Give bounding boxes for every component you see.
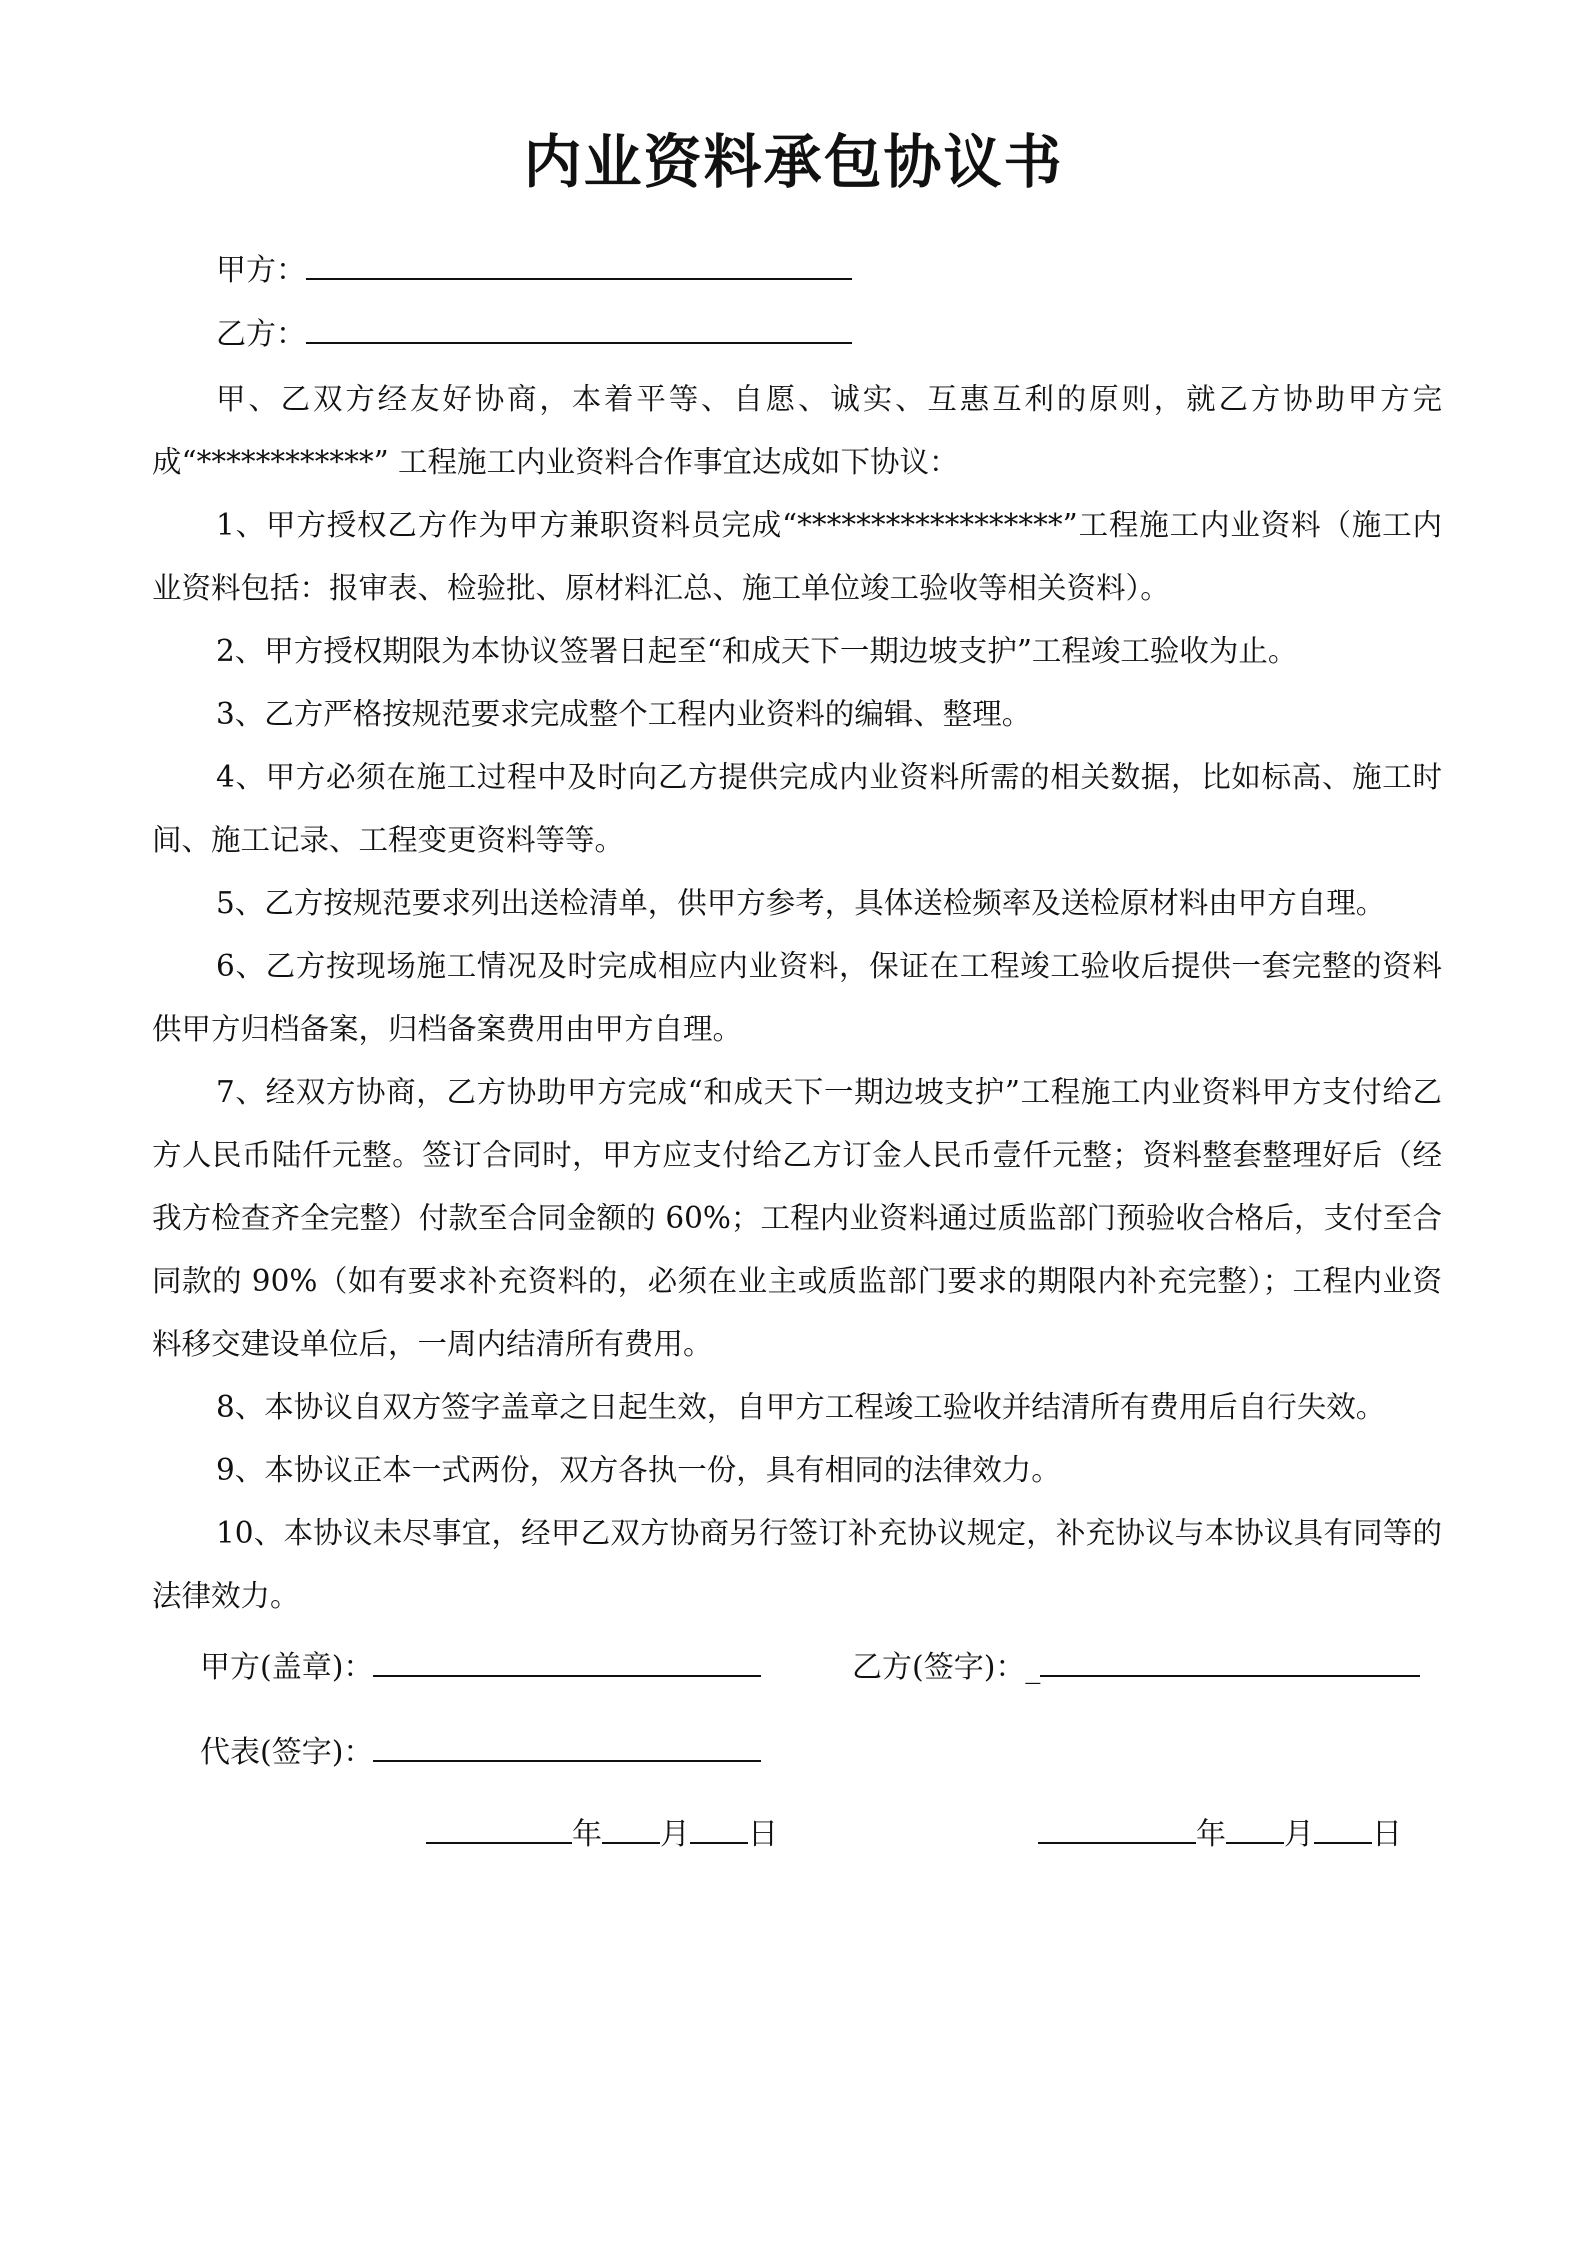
party-a-month-label: 月 xyxy=(660,1817,690,1852)
clause-2: 2、甲方授权期限为本协议签署日起至“和成天下一期边坡支护”工程竣工验收为止。 xyxy=(216,634,1298,668)
party-a-date-line xyxy=(426,1812,778,1855)
document-title: 内业资料承包协议书 xyxy=(523,128,1064,196)
party-a-year-blank xyxy=(426,1812,572,1844)
representative-sign-label: 代表(签字)： xyxy=(200,1735,374,1770)
representative-sign-line xyxy=(200,1730,761,1773)
party-b-sign-line xyxy=(852,1645,1420,1688)
party-b-day-blank xyxy=(1314,1812,1372,1844)
party-b-sign-blank xyxy=(1040,1645,1420,1677)
intro-paragraph: 甲、乙双方经友好协商，本着平等、自愿、诚实、互惠互利的原则，就乙方协助甲方完成“************” 工程施工内业资料合作事宜达成如下协议： xyxy=(152,382,1442,479)
party-b-date-line xyxy=(1038,1812,1402,1855)
clause-7: 7、经双方协商，乙方协助甲方完成“和成天下一期边坡支护”工程施工内业资料甲方支付给乙方人民币陆仟元整。签订合同时，甲方应支付给乙方订金人民币壹仟元整；资料整套整理好后（经我方检查齐全完整）付款至合同金额的 60%；工程内业资料通过质监部门预验收合格后，支付至合同款的 90%（如有要求补充资料的，必须在业主或质监部门要求的期限内补充完整）；工程内业资料移交建设单位后，一周内结清所有费用。 xyxy=(152,1075,1442,1361)
party-b-month-label: 月 xyxy=(1284,1817,1314,1852)
party-a-blank xyxy=(306,248,852,280)
clause-9: 9、本协议正本一式两份，双方各执一份，具有相同的法律效力。 xyxy=(216,1453,1061,1487)
representative-sign-blank xyxy=(373,1730,761,1762)
party-b-line xyxy=(216,312,852,355)
party-a-year-label: 年 xyxy=(572,1817,602,1852)
party-a-label: 甲方： xyxy=(216,253,306,288)
party-a-seal-label: 甲方(盖章)： xyxy=(200,1650,374,1685)
clause-8: 8、本协议自双方签字盖章之日起生效，自甲方工程竣工验收并结清所有费用后自行失效。 xyxy=(216,1390,1386,1424)
party-a-seal-line xyxy=(200,1645,761,1688)
party-b-month-blank xyxy=(1226,1812,1284,1844)
party-b-sign-label: 乙方(签字)： xyxy=(852,1650,1026,1685)
clause-3: 3、乙方严格按规范要求完成整个工程内业资料的编辑、整理。 xyxy=(216,697,1032,731)
party-a-line xyxy=(216,248,852,291)
agreement-body xyxy=(152,368,1442,1628)
party-a-seal-blank xyxy=(373,1645,761,1677)
clause-5: 5、乙方按规范要求列出送检清单，供甲方参考，具体送检频率及送检原材料由甲方自理。 xyxy=(216,886,1386,920)
party-b-sign-prefix: _ xyxy=(1025,1650,1041,1685)
party-b-year-label: 年 xyxy=(1196,1817,1226,1852)
party-b-year-blank xyxy=(1038,1812,1196,1844)
clause-4: 4、甲方必须在施工过程中及时向乙方提供完成内业资料所需的相关数据，比如标高、施工时间、施工记录、工程变更资料等等。 xyxy=(152,760,1442,857)
party-b-label: 乙方： xyxy=(216,317,306,352)
clause-10: 10、本协议未尽事宜，经甲乙双方协商另行签订补充协议规定，补充协议与本协议具有同等的法律效力。 xyxy=(152,1516,1442,1613)
clause-1: 1、甲方授权乙方作为甲方兼职资料员完成“******************”工程施工内业资料（施工内业资料包括：报审表、检验批、原材料汇总、施工单位竣工验收等相关资料）。 xyxy=(152,508,1442,605)
party-b-day-label: 日 xyxy=(1372,1817,1402,1852)
party-a-day-blank xyxy=(690,1812,748,1844)
party-a-day-label: 日 xyxy=(748,1817,778,1852)
party-a-month-blank xyxy=(602,1812,660,1844)
party-b-blank xyxy=(306,312,852,344)
clause-6: 6、乙方按现场施工情况及时完成相应内业资料，保证在工程竣工验收后提供一套完整的资料供甲方归档备案，归档备案费用由甲方自理。 xyxy=(152,949,1442,1046)
